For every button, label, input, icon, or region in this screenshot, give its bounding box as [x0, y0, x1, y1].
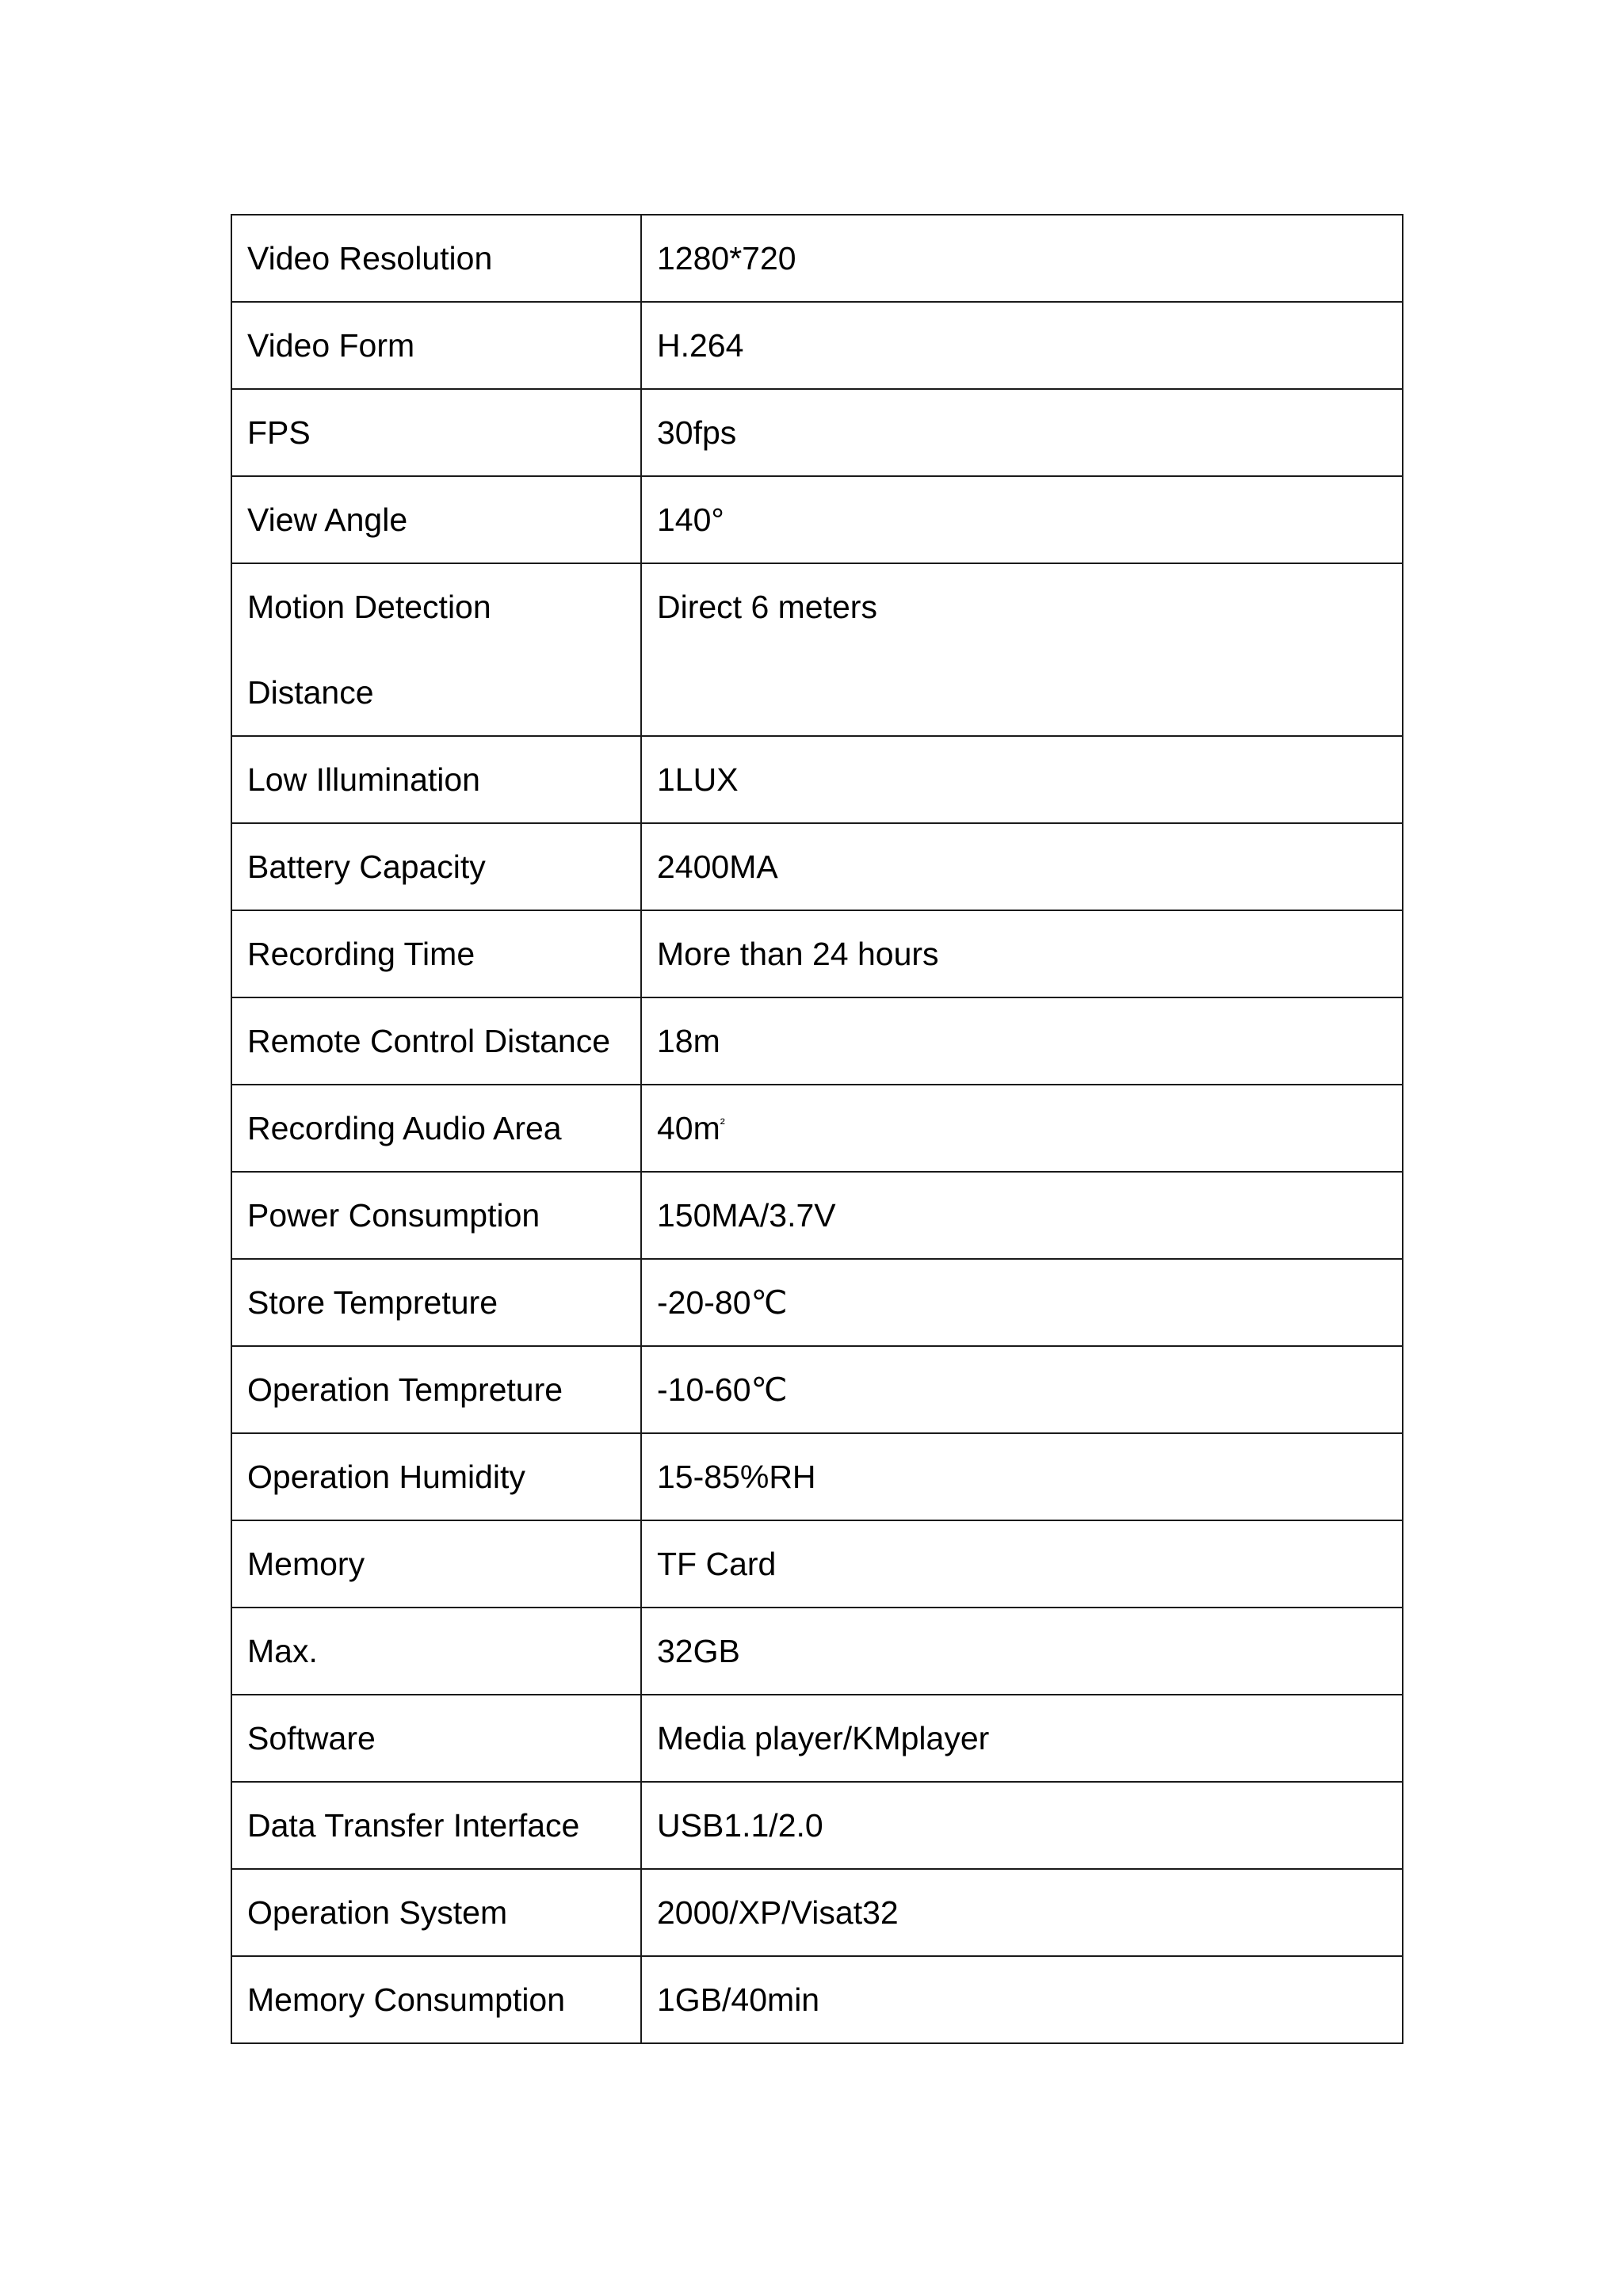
table-row	[231, 823, 1403, 910]
table-row	[231, 1695, 1403, 1782]
table-row	[231, 1172, 1403, 1259]
spec-label: Software	[231, 1695, 641, 1782]
spec-value: Media player/KMplayer	[641, 1695, 1403, 1782]
spec-value: 30fps	[641, 389, 1403, 476]
table-row	[231, 1782, 1403, 1869]
table-row	[231, 1433, 1403, 1520]
table-row	[231, 910, 1403, 997]
table-row	[231, 215, 1403, 302]
spec-label-line: Distance	[247, 674, 374, 711]
spec-label: Max.	[231, 1608, 641, 1695]
table-row	[231, 1085, 1403, 1172]
spec-label: Operation Humidity	[231, 1433, 641, 1520]
spec-value: TF Card	[641, 1520, 1403, 1608]
spec-label: Memory Consumption	[231, 1956, 641, 2043]
spec-value: 1LUX	[641, 736, 1403, 823]
spec-value: H.264	[641, 302, 1403, 389]
table-row	[231, 1956, 1403, 2043]
spec-label: Operation Tempreture	[231, 1346, 641, 1433]
spec-label: Low Illumination	[231, 736, 641, 823]
spec-value: 15-85%RH	[641, 1433, 1403, 1520]
table-row	[231, 1346, 1403, 1433]
table-row	[231, 1869, 1403, 1956]
spec-label: Recording Time	[231, 910, 641, 997]
table-row	[231, 1608, 1403, 1695]
spec-label: Power Consumption	[231, 1172, 641, 1259]
spec-label: Video Resolution	[231, 215, 641, 302]
spec-value: -10-60℃	[641, 1346, 1403, 1433]
table-row	[231, 302, 1403, 389]
spec-value: More than 24 hours	[641, 910, 1403, 997]
table-row	[231, 997, 1403, 1085]
spec-value: 150MA/3.7V	[641, 1172, 1403, 1259]
spec-value: 140°	[641, 476, 1403, 563]
specification-table	[231, 214, 1403, 2044]
spec-value: 18m	[641, 997, 1403, 1085]
spec-value: USB1.1/2.0	[641, 1782, 1403, 1869]
spec-label: View Angle	[231, 476, 641, 563]
spec-value: 2400MA	[641, 823, 1403, 910]
spec-value: 1280*720	[641, 215, 1403, 302]
table-row	[231, 1259, 1403, 1346]
spec-value: 32GB	[641, 1608, 1403, 1695]
table-row	[231, 563, 1403, 736]
spec-label: FPS	[231, 389, 641, 476]
spec-label: Store Tempreture	[231, 1259, 641, 1346]
spec-value: -20-80℃	[641, 1259, 1403, 1346]
table-row	[231, 476, 1403, 563]
spec-label: Data Transfer Interface	[231, 1782, 641, 1869]
table-row	[231, 1520, 1403, 1608]
table-row	[231, 389, 1403, 476]
spec-label-line: Motion Detection	[247, 589, 491, 625]
spec-label: Video Form	[231, 302, 641, 389]
spec-label: Memory	[231, 1520, 641, 1608]
spec-value: Direct 6 meters	[641, 563, 1403, 736]
table-row	[231, 736, 1403, 823]
spec-value: 2000/XP/Visat32	[641, 1869, 1403, 1956]
spec-label: Remote Control Distance	[231, 997, 641, 1085]
spec-label: Operation System	[231, 1869, 641, 1956]
spec-value: 1GB/40min	[641, 1956, 1403, 2043]
spec-label: Battery Capacity	[231, 823, 641, 910]
spec-value	[641, 1085, 1403, 1172]
spec-label: Recording Audio Area	[231, 1085, 641, 1172]
square-unit-superscript: ²	[720, 1116, 725, 1131]
spec-label	[231, 563, 641, 736]
spec-value-text: 40m	[657, 1110, 720, 1146]
